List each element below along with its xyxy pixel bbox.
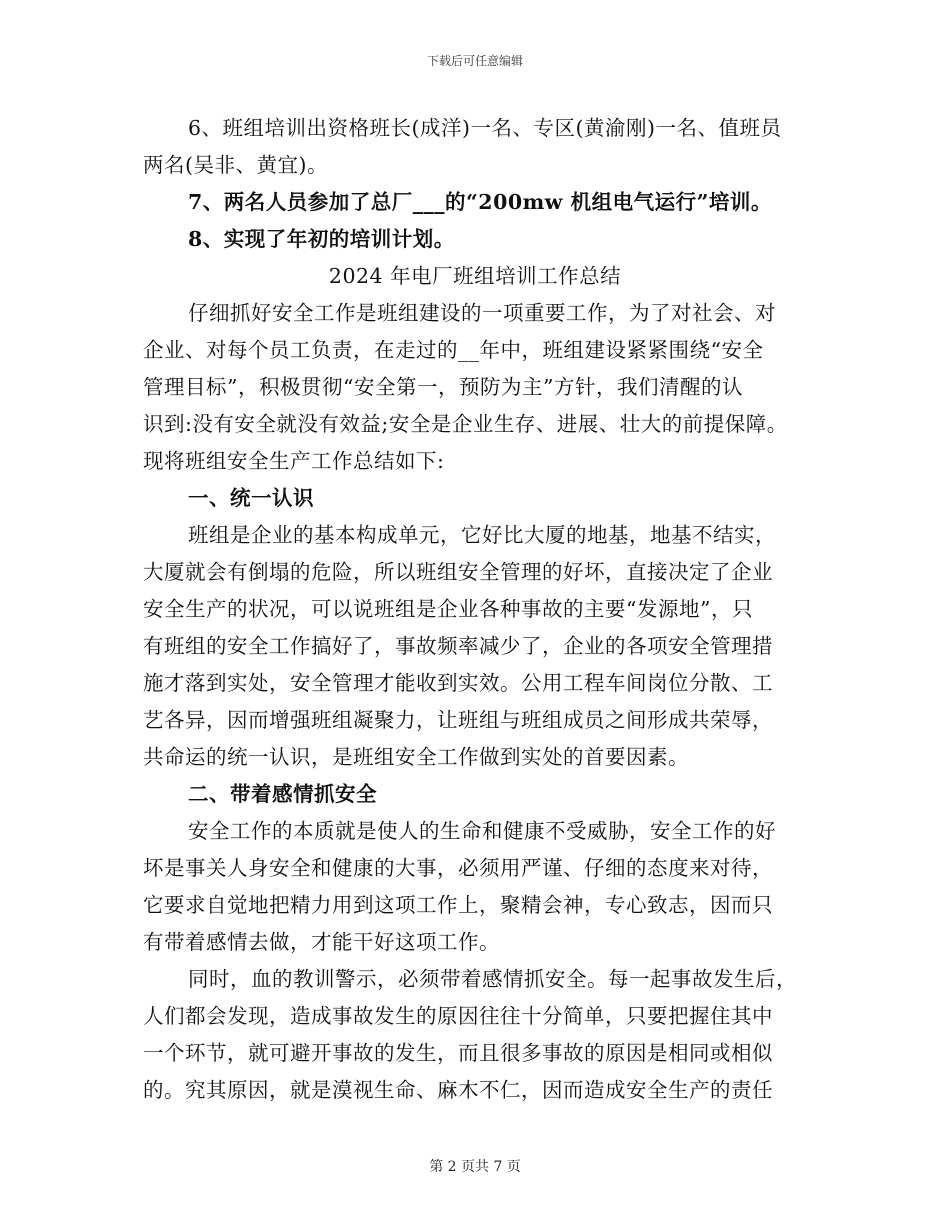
paragraph-line: 识到:没有安全就没有效益;安全是企业生存、进展、壮大的前提保障。 [143, 412, 788, 436]
paragraph-line: 大厦就会有倒塌的危险，所以班组安全管理的好坏，直接决定了企业 [143, 560, 773, 584]
paragraph-line: 的。究其原因，就是漠视生命、麻木不仁，因而造成安全生产的责任 [143, 1078, 773, 1102]
paragraph-line: 有带着感情去做，才能干好这项工作。 [143, 930, 500, 954]
paragraph-line: 班组是企业的基本构成单元，它好比大厦的地基，地基不结实， [188, 523, 776, 547]
list-item-7: 7、两名人员参加了总厂___的“200mw 机组电气运行”培训。 [188, 190, 772, 214]
paragraph-line: 安全生产的状况，可以说班组是企业各种事故的主要“发源地”，只 [143, 597, 753, 621]
paragraph-line: 它要求自觉地把精力用到这项工作上，聚精会神，专心致志，因而只 [143, 893, 773, 917]
paragraph-line: 仔细抓好安全工作是班组建设的一项重要工作，为了对社会、对 [188, 301, 776, 325]
paragraph-line: 施才落到实处，安全管理才能收到实效。公用工程车间岗位分散、工 [143, 671, 773, 695]
list-item-6: 6、班组培训出资格班长(成洋)一名、专区(黄渝刚)一名、值班员 [188, 116, 782, 140]
section-heading-2: 二、带着感情抓安全 [188, 782, 377, 806]
paragraph-line: 共命运的统一认识，是班组安全工作做到实处的首要因素。 [143, 745, 689, 769]
page-header: 下载后可任意编辑 [426, 54, 523, 68]
paragraph-line: 企业、对每个员工负责，在走过的__年中，班组建设紧紧围绕“安全 [143, 338, 764, 362]
paragraph-line: 同时，血的教训警示，必须带着感情抓安全。每一起事故发生后， [188, 967, 797, 991]
paragraph-line: 一个环节，就可避开事故的发生，而且很多事故的原因是相同或相似 [143, 1041, 773, 1065]
paragraph-line: 坏是事关人身安全和健康的大事，必须用严谨、仔细的态度来对待， [143, 856, 773, 880]
list-item-8: 8、实现了年初的培训计划。 [188, 227, 455, 251]
page-footer: 第 2 页共 7 页 [429, 1159, 521, 1175]
list-item-6-continuation: 两名(吴非、黄宜)。 [143, 153, 328, 177]
paragraph-line: 管理目标”，积极贯彻“安全第一，预防为主”方针，我们清醒的认 [143, 375, 743, 399]
paragraph-line: 人们都会发现，造成事故发生的原因往往十分简单，只要把握住其中 [143, 1004, 773, 1028]
paragraph-line: 有班组的安全工作搞好了，事故频率减少了，企业的各项安全管理措 [143, 634, 773, 658]
paragraph-line: 艺各异，因而增强班组凝聚力，让班组与班组成员之间形成共荣辱， [143, 708, 773, 732]
document-title: 2024 年电厂班组培训工作总结 [328, 264, 622, 288]
section-heading-1: 一、统一认识 [188, 486, 314, 510]
document-body [143, 110, 807, 1109]
paragraph-line: 现将班组安全生产工作总结如下: [143, 449, 445, 473]
paragraph-line: 安全工作的本质就是使人的生命和健康不受威胁，安全工作的好 [188, 819, 776, 843]
